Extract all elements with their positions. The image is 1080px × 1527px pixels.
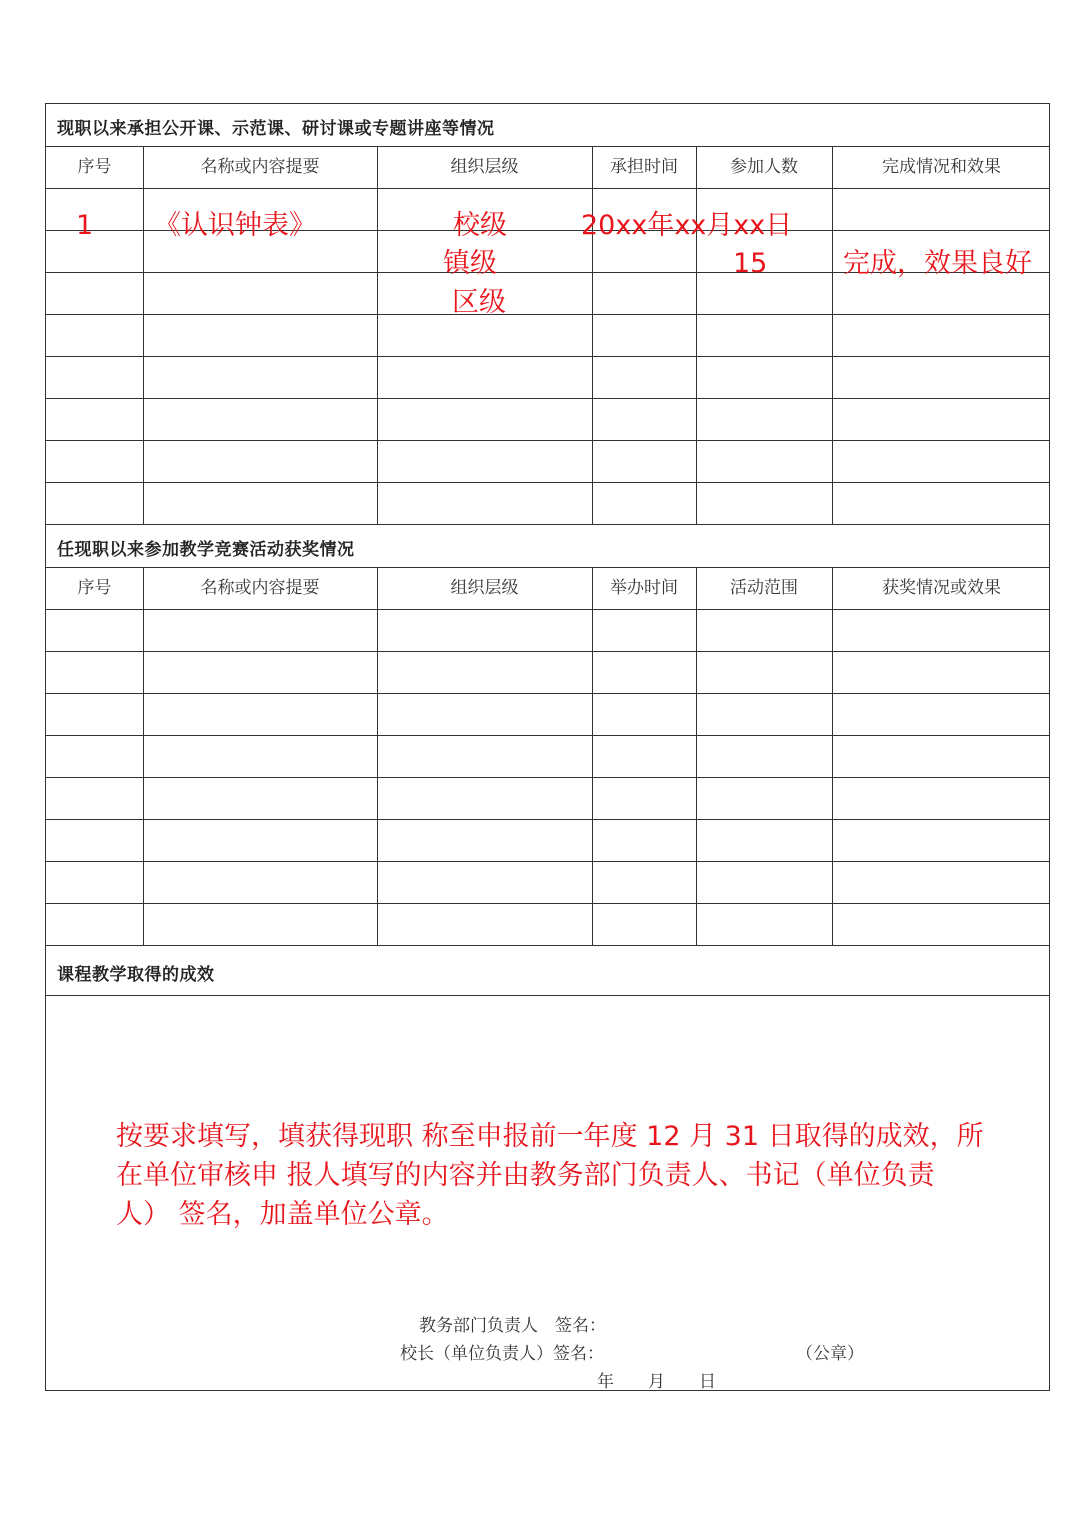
col-header-level: 组织层级 (450, 157, 519, 177)
signature-date: 年 月 日 (597, 1372, 716, 1392)
col-header-name: 名称或内容提要 (200, 157, 320, 177)
instruction-note: 按要求填写，填获得现职 称至申报前一年度 12 月 31 日取得的成效，所在单位审核申 报人填写的内容并由教务部门负责人、书记（单位负责人） 签名，加盖单位公章。 (116, 1121, 984, 1230)
column-line (696, 567, 697, 945)
column-line (377, 567, 378, 945)
col-header-scope: 活动范围 (730, 578, 798, 598)
divider (46, 777, 1049, 778)
signature-dept-head: 教务部门负责人 签名： (419, 1316, 606, 1336)
divider (46, 188, 1049, 189)
col-header-held-time: 举办时间 (610, 578, 678, 598)
column-line (696, 146, 697, 524)
col-header-result: 完成情况和效果 (882, 157, 1001, 177)
section3-title: 课程教学取得的成效 (57, 965, 215, 985)
column-line (832, 567, 833, 945)
entry-level-school: 校级 (453, 210, 507, 241)
column-line (143, 567, 144, 945)
entry-count: 15 (733, 248, 768, 279)
divider (46, 356, 1049, 357)
divider (46, 609, 1049, 610)
column-line (832, 146, 833, 524)
entry-name: 《认识钟表》 (154, 210, 316, 241)
col-header-level: 组织层级 (450, 578, 519, 598)
col-header-seq: 序号 (77, 157, 112, 177)
column-line (377, 146, 378, 524)
form-sheet (45, 103, 1050, 1391)
entry-date: 20xx年xx月xx日 (581, 210, 793, 241)
divider (46, 995, 1049, 996)
col-header-name: 名称或内容提要 (200, 578, 320, 598)
divider (46, 651, 1049, 652)
column-line (143, 146, 144, 524)
divider (46, 945, 1049, 946)
entry-result: 完成，效果良好 (843, 248, 1032, 279)
divider (46, 440, 1049, 441)
col-header-award: 获奖情况或效果 (882, 578, 1001, 598)
divider (46, 482, 1049, 483)
divider (46, 819, 1049, 820)
section1-title: 现职以来承担公开课、示范课、研讨课或专题讲座等情况 (57, 119, 495, 139)
divider (46, 524, 1049, 525)
divider (46, 693, 1049, 694)
divider (46, 735, 1049, 736)
column-line (592, 146, 593, 524)
divider (46, 903, 1049, 904)
divider (46, 314, 1049, 315)
signature-principal: 校长（单位负责人）签名： (400, 1344, 604, 1364)
official-seal-label: （公章） (796, 1344, 864, 1364)
section2-title: 任现职以来参加教学竞赛活动获奖情况 (57, 540, 355, 560)
divider (46, 398, 1049, 399)
column-line (592, 567, 593, 945)
entry-level-town: 镇级 (443, 248, 497, 279)
col-header-time: 承担时间 (610, 157, 678, 177)
col-header-seq: 序号 (77, 578, 112, 598)
col-header-count: 参加人数 (730, 157, 798, 177)
entry-level-district: 区级 (452, 287, 506, 318)
entry-seq: 1 (76, 210, 94, 241)
divider (46, 861, 1049, 862)
